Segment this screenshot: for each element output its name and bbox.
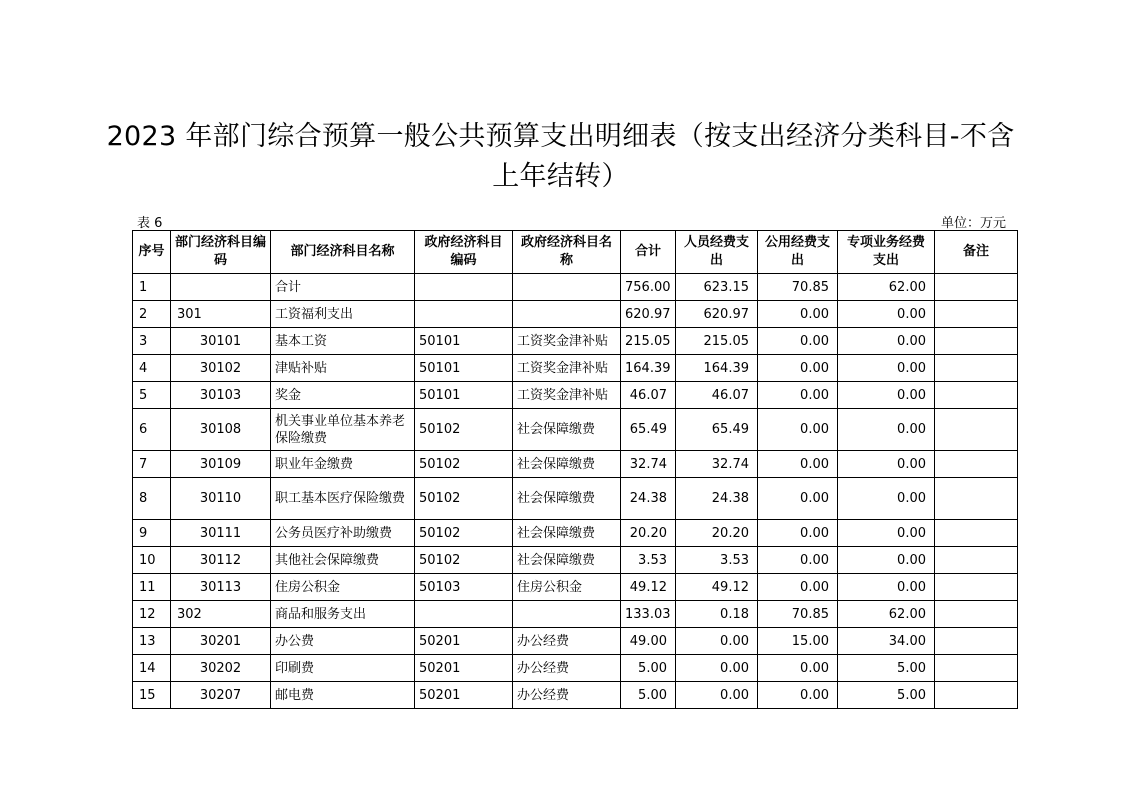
expense-table (132, 230, 1018, 709)
cell-gov-code: 50201 (415, 628, 513, 655)
cell-dept-name: 津贴补贴 (271, 355, 415, 382)
cell-public: 0.00 (758, 409, 838, 451)
cell-remark (935, 478, 1018, 520)
cell-remark (935, 601, 1018, 628)
cell-gov-name: 办公经费 (513, 682, 621, 709)
cell-seq: 6 (133, 409, 171, 451)
cell-public: 0.00 (758, 682, 838, 709)
cell-dept-name: 住房公积金 (271, 574, 415, 601)
table-row (133, 655, 1018, 682)
cell-seq: 4 (133, 355, 171, 382)
cell-special: 0.00 (838, 301, 935, 328)
header-public: 公用经费支出 (758, 231, 838, 274)
cell-total: 756.00 (621, 274, 676, 301)
header-gov-code: 政府经济科目编码 (415, 231, 513, 274)
header-personnel: 人员经费支出 (676, 231, 758, 274)
cell-gov-code: 50102 (415, 520, 513, 547)
cell-gov-name: 住房公积金 (513, 574, 621, 601)
cell-special: 34.00 (838, 628, 935, 655)
cell-dept-code: 30201 (171, 628, 271, 655)
cell-dept-name: 邮电费 (271, 682, 415, 709)
cell-gov-code: 50102 (415, 451, 513, 478)
cell-public: 0.00 (758, 355, 838, 382)
header-gov-name: 政府经济科目名称 (513, 231, 621, 274)
cell-remark (935, 628, 1018, 655)
cell-public: 0.00 (758, 655, 838, 682)
header-dept-code: 部门经济科目编码 (171, 231, 271, 274)
cell-public: 0.00 (758, 520, 838, 547)
cell-special: 0.00 (838, 355, 935, 382)
cell-special: 0.00 (838, 547, 935, 574)
table-row (133, 274, 1018, 301)
header-dept-name: 部门经济科目名称 (271, 231, 415, 274)
table-row (133, 547, 1018, 574)
cell-personnel: 623.15 (676, 274, 758, 301)
cell-seq: 12 (133, 601, 171, 628)
cell-dept-name: 机关事业单位基本养老保险缴费 (271, 409, 415, 451)
cell-personnel: 24.38 (676, 478, 758, 520)
cell-total: 20.20 (621, 520, 676, 547)
cell-public: 0.00 (758, 382, 838, 409)
cell-seq: 2 (133, 301, 171, 328)
cell-seq: 9 (133, 520, 171, 547)
cell-personnel: 164.39 (676, 355, 758, 382)
cell-special: 62.00 (838, 274, 935, 301)
cell-public: 0.00 (758, 451, 838, 478)
cell-remark (935, 547, 1018, 574)
cell-dept-name: 基本工资 (271, 328, 415, 355)
cell-dept-code: 30102 (171, 355, 271, 382)
cell-total: 49.12 (621, 574, 676, 601)
cell-dept-name: 办公费 (271, 628, 415, 655)
cell-seq: 1 (133, 274, 171, 301)
cell-public: 70.85 (758, 601, 838, 628)
cell-dept-name: 职工基本医疗保险缴费 (271, 478, 415, 520)
cell-gov-code: 50201 (415, 655, 513, 682)
title-line-2: 上年结转） (492, 161, 629, 192)
cell-personnel: 3.53 (676, 547, 758, 574)
cell-dept-code: 30101 (171, 328, 271, 355)
cell-special: 0.00 (838, 574, 935, 601)
cell-gov-name (513, 301, 621, 328)
cell-gov-name: 社会保障缴费 (513, 520, 621, 547)
cell-remark (935, 328, 1018, 355)
cell-personnel: 215.05 (676, 328, 758, 355)
table-row (133, 574, 1018, 601)
cell-dept-name: 工资福利支出 (271, 301, 415, 328)
cell-total: 164.39 (621, 355, 676, 382)
cell-gov-code: 50101 (415, 355, 513, 382)
cell-personnel: 620.97 (676, 301, 758, 328)
cell-seq: 15 (133, 682, 171, 709)
cell-public: 15.00 (758, 628, 838, 655)
cell-personnel: 32.74 (676, 451, 758, 478)
cell-public: 0.00 (758, 328, 838, 355)
cell-gov-code: 50102 (415, 409, 513, 451)
cell-seq: 11 (133, 574, 171, 601)
cell-remark (935, 520, 1018, 547)
header-total: 合计 (621, 231, 676, 274)
cell-gov-code: 50102 (415, 478, 513, 520)
cell-remark (935, 301, 1018, 328)
cell-seq: 5 (133, 382, 171, 409)
cell-gov-name (513, 601, 621, 628)
cell-dept-code: 30112 (171, 547, 271, 574)
cell-total: 215.05 (621, 328, 676, 355)
cell-gov-name: 工资奖金津补贴 (513, 355, 621, 382)
cell-special: 0.00 (838, 451, 935, 478)
cell-personnel: 49.12 (676, 574, 758, 601)
cell-personnel: 0.00 (676, 655, 758, 682)
header-row (133, 231, 1018, 274)
cell-public: 0.00 (758, 574, 838, 601)
cell-public: 0.00 (758, 547, 838, 574)
cell-seq: 14 (133, 655, 171, 682)
table-row (133, 682, 1018, 709)
cell-seq: 7 (133, 451, 171, 478)
cell-special: 0.00 (838, 382, 935, 409)
cell-gov-name: 工资奖金津补贴 (513, 382, 621, 409)
cell-gov-code: 50101 (415, 328, 513, 355)
cell-total: 46.07 (621, 382, 676, 409)
cell-gov-code (415, 601, 513, 628)
cell-special: 5.00 (838, 655, 935, 682)
cell-dept-name: 其他社会保障缴费 (271, 547, 415, 574)
cell-total: 65.49 (621, 409, 676, 451)
cell-total: 3.53 (621, 547, 676, 574)
cell-total: 24.38 (621, 478, 676, 520)
cell-personnel: 65.49 (676, 409, 758, 451)
cell-dept-name: 奖金 (271, 382, 415, 409)
cell-dept-name: 印刷费 (271, 655, 415, 682)
cell-dept-name: 公务员医疗补助缴费 (271, 520, 415, 547)
table-row (133, 409, 1018, 451)
cell-special: 0.00 (838, 328, 935, 355)
cell-dept-code: 302 (171, 601, 271, 628)
title-line-1: 2023 年部门综合预算一般公共预算支出明细表（按支出经济分类科目-不含 (106, 121, 1015, 152)
cell-seq: 13 (133, 628, 171, 655)
cell-gov-name: 办公经费 (513, 655, 621, 682)
table-number: 表 6 (137, 216, 163, 231)
cell-dept-name: 合计 (271, 274, 415, 301)
cell-public: 70.85 (758, 274, 838, 301)
cell-personnel: 0.00 (676, 628, 758, 655)
cell-total: 5.00 (621, 655, 676, 682)
cell-gov-name (513, 274, 621, 301)
cell-total: 620.97 (621, 301, 676, 328)
cell-gov-code: 50101 (415, 382, 513, 409)
cell-dept-code: 30113 (171, 574, 271, 601)
cell-special: 0.00 (838, 520, 935, 547)
table-row (133, 520, 1018, 547)
cell-dept-code: 30103 (171, 382, 271, 409)
cell-special: 5.00 (838, 682, 935, 709)
cell-gov-code: 50102 (415, 547, 513, 574)
cell-total: 32.74 (621, 451, 676, 478)
cell-gov-code: 50103 (415, 574, 513, 601)
cell-gov-name: 社会保障缴费 (513, 478, 621, 520)
cell-gov-name: 办公经费 (513, 628, 621, 655)
cell-gov-name: 社会保障缴费 (513, 451, 621, 478)
cell-personnel: 46.07 (676, 382, 758, 409)
table-row (133, 628, 1018, 655)
cell-dept-code: 301 (171, 301, 271, 328)
cell-dept-code: 30108 (171, 409, 271, 451)
cell-seq: 8 (133, 478, 171, 520)
cell-seq: 3 (133, 328, 171, 355)
cell-gov-code (415, 274, 513, 301)
header-seq: 序号 (133, 231, 171, 274)
cell-remark (935, 655, 1018, 682)
unit-label: 单位：万元 (941, 216, 1007, 231)
cell-dept-code (171, 274, 271, 301)
cell-gov-name: 工资奖金津补贴 (513, 328, 621, 355)
table-row (133, 355, 1018, 382)
cell-personnel: 0.00 (676, 682, 758, 709)
cell-special: 0.00 (838, 409, 935, 451)
cell-gov-name: 社会保障缴费 (513, 547, 621, 574)
cell-seq: 10 (133, 547, 171, 574)
header-remark: 备注 (935, 231, 1018, 274)
cell-personnel: 20.20 (676, 520, 758, 547)
cell-special: 0.00 (838, 478, 935, 520)
cell-personnel: 0.18 (676, 601, 758, 628)
cell-gov-code (415, 301, 513, 328)
cell-remark (935, 574, 1018, 601)
table-row (133, 301, 1018, 328)
cell-dept-code: 30111 (171, 520, 271, 547)
cell-public: 0.00 (758, 478, 838, 520)
table-row (133, 478, 1018, 520)
cell-remark (935, 409, 1018, 451)
table-row (133, 328, 1018, 355)
table-row (133, 601, 1018, 628)
cell-remark (935, 274, 1018, 301)
cell-dept-code: 30207 (171, 682, 271, 709)
cell-public: 0.00 (758, 301, 838, 328)
header-special: 专项业务经费支出 (838, 231, 935, 274)
table-row (133, 451, 1018, 478)
table-row (133, 382, 1018, 409)
cell-dept-name: 职业年金缴费 (271, 451, 415, 478)
cell-special: 62.00 (838, 601, 935, 628)
cell-remark (935, 451, 1018, 478)
cell-dept-code: 30110 (171, 478, 271, 520)
cell-gov-code: 50201 (415, 682, 513, 709)
cell-dept-code: 30202 (171, 655, 271, 682)
cell-dept-name: 商品和服务支出 (271, 601, 415, 628)
cell-dept-code: 30109 (171, 451, 271, 478)
cell-total: 133.03 (621, 601, 676, 628)
cell-remark (935, 682, 1018, 709)
page-title (0, 117, 1121, 197)
cell-total: 5.00 (621, 682, 676, 709)
cell-remark (935, 355, 1018, 382)
cell-gov-name: 社会保障缴费 (513, 409, 621, 451)
cell-remark (935, 382, 1018, 409)
cell-total: 49.00 (621, 628, 676, 655)
